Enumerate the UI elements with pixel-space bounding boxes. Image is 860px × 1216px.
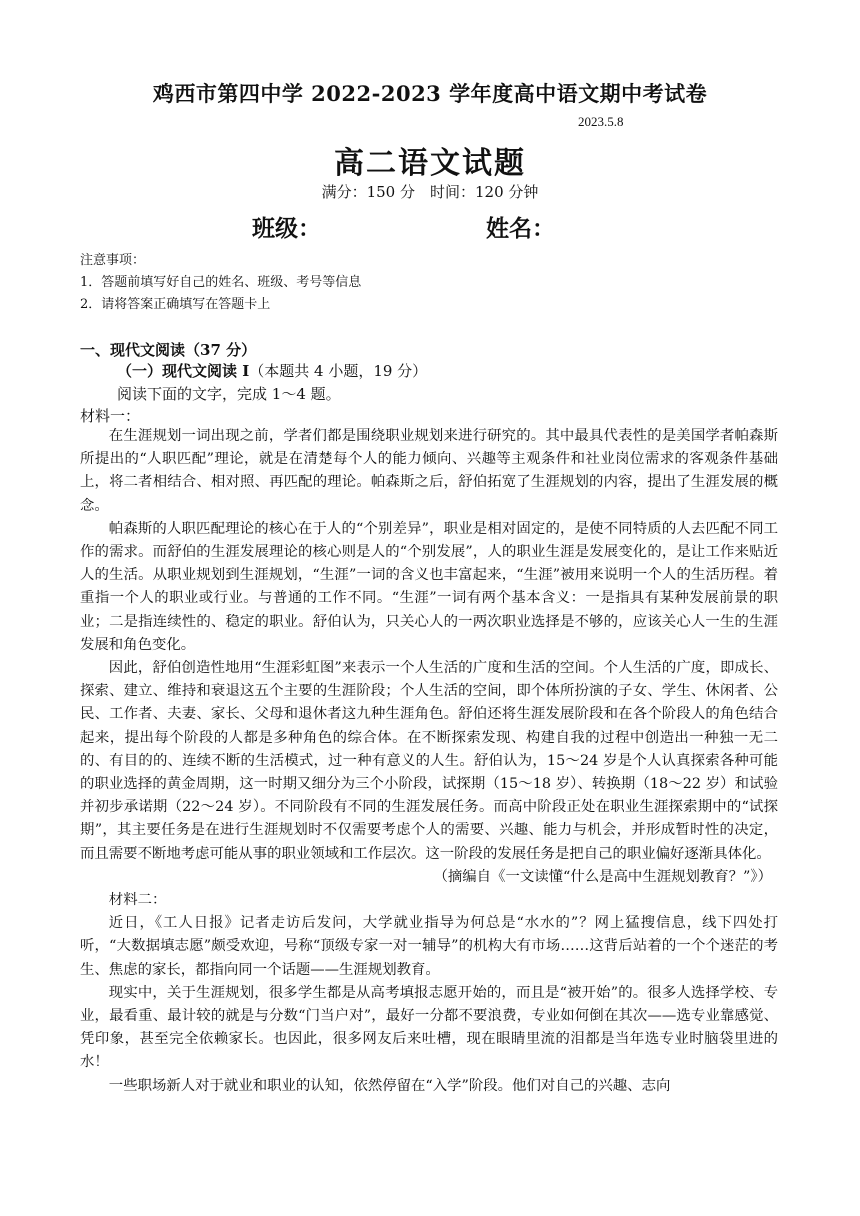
section-heading: 一、现代文阅读（37 分） (80, 341, 257, 359)
material2-paragraph: 现实中，关于生涯规划，很多学生都是从高考填报志愿开始的，而且是“被开始”的。很多人选择学校、专业，最看重、最计较的就是与分数“门当户对”，最好一分都不要浪费，专业如何倒在其次——选专业靠感觉、凭印象，甚至完全依赖家长。也因此，很多网友后来吐槽，现在眼睛里流的泪都是当年选专业时脑袋里进的水！ (80, 984, 778, 1071)
reading-instruction: 阅读下面的文字，完成 1～4 题。 (117, 385, 341, 403)
score-time-line: 满分：150 分 时间：120 分钟 (321, 183, 539, 201)
subsection-heading-bold: （一）现代文阅读 I (117, 362, 250, 380)
notes-heading: 注意事项： (80, 253, 146, 268)
name-label: 姓名： (486, 216, 555, 242)
material2-paragraph: 近日，《工人日报》记者走访后发问，大学就业指导为何总是“水水的”？网上猛搜信息，线下四处打听，“大数据填志愿”颇受欢迎，号称“顶级专家一对一辅导”的机构大有市场……这背后站着的一个个迷茫的考生、焦虑的家长，都指向同一个话题——生涯规划教育。 (80, 915, 778, 978)
exam-title: 鸡西市第四中学 2022-2023 学年度高中语文期中考试卷 (152, 81, 708, 106)
notes-item: 1．答题前填写好自己的姓名、班级、考号等信息 (80, 275, 362, 290)
material1-paragraph: 帕森斯的人职匹配理论的核心在于人的“个别差异”，职业是相对固定的，是使不同特质的人去匹配不同工作的需求。而舒伯的生涯发展理论的核心则是人的“个别发展”，人的职业生涯是发展变化的，是让工作来贴近人的生活。从职业规划到生涯规划，“生涯”一词的含义也丰富起来，“生涯”被用来说明一个人的生活历程。着重指一个人的职业或行业。与普通的工作不同。“生涯”一词有两个基本含义：一是指具有某种发展前景的职业；二是指连续性的、稳定的职业。舒伯认为，只关心人的一两次职业选择是不够的，应该关心人一生的生涯发展和角色变化。 (80, 520, 778, 653)
exam-date: 2023.5.8 (578, 114, 624, 129)
reading-passage (80, 425, 778, 1098)
material1-paragraph: 因此，舒伯创造性地用“生涯彩虹图”来表示一个人生活的广度和生活的空间。个人生活的广度，即成长、探索、建立、维持和衰退这五个主要的生涯阶段；个人生活的空间，即个体所扮演的子女、学生、休闲者、公民、工作者、夫妻、家长、父母和退休者这九种生涯角色。舒伯还将生涯发展阶段和在各个阶段人的角色结合起来，提出每个阶段的人都是多种角色的综合体。在不断探索发现、构建自我的过程中创造出一种独一无二的、有目的的、连续不断的生活模式，过一种有意义的人生。舒伯认为，15～24 岁是个人认真探索各种可能的职业选择的黄金周期，这一时期又细分为三个小阶段，试探期（15～18 岁）、转换期（18～22 岁）和试验并初步承诺期（22～24 岁）。不同阶段有不同的生涯发展任务。而高中阶段正处在职业生涯探索期中的“试探期”，其主要任务是在进行生涯规划时不仅需要考虑个人的需要、兴趣、能力与机会，并形成暂时性的决定，而且需要不断地考虑可能从事的职业领域和工作层次。这一阶段的发展任务是把自己的职业偏好逐渐具体化。 (80, 660, 778, 862)
subsection-heading (117, 360, 427, 381)
notes-block (80, 250, 361, 316)
class-label: 班级： (252, 216, 321, 242)
material1-label: 材料一： (80, 407, 141, 425)
material2-paragraph: 一些职场新人对于就业和职业的认知，依然停留在“入学”阶段。他们对自己的兴趣、志向 (108, 1077, 671, 1094)
notes-item: 2．请将答案正确填写在答题卡上 (80, 297, 271, 312)
material2-label: 材料二： (108, 892, 167, 909)
material1-source: （摘编自《一文读懂“什么是高中生涯规划教育？”》） (433, 868, 772, 885)
material1-paragraph: 在生涯规划一词出现之前，学者们都是围绕职业规划来进行研究的。其中最具代表性的是美国学者帕森斯所提出的“人职匹配”理论，就是在清楚每个人的能力倾向、兴趣等主观条件和社业岗位需求的客观条件基础上，将二者相结合、相对照、再匹配的理论。帕森斯之后，舒伯拓宽了生涯规划的内容，提出了生涯发展的概念。 (80, 428, 778, 514)
subsection-heading-detail: （本题共 4 小题，19 分） (249, 362, 428, 380)
subject-title: 高二语文试题 (334, 146, 526, 181)
